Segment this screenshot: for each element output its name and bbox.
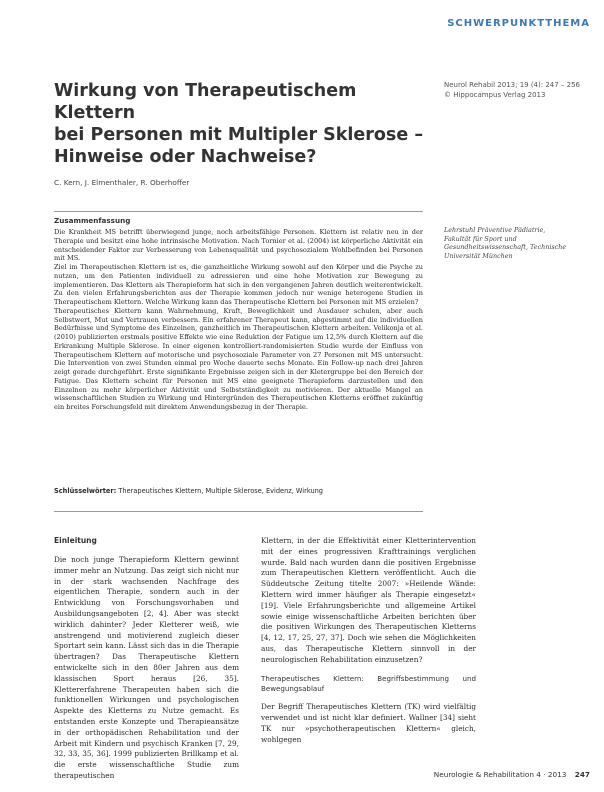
section-heading-einleitung: Einleitung bbox=[54, 536, 97, 545]
abstract-top-rule bbox=[54, 211, 423, 212]
author-affiliation bbox=[444, 226, 594, 260]
affiliation-line: Universität München bbox=[444, 251, 513, 260]
keywords-label: Schlüsselwörter: bbox=[54, 487, 117, 495]
section-tag: SCHWERPUNKTTHEMA bbox=[447, 18, 590, 29]
body-column-right bbox=[261, 536, 476, 745]
body-paragraph: Die noch junge Therapieform Klettern gewinnt immer mehr an Nutzung. Das zeigt sich nicht nur in der stark wachsenden Nachfrage des eigentlichen Therapie, sondern auch in der Entwicklung von Forschungsvorhaben und Ausbildungsangeboten [2, 4]. Aber was steckt wirklich dahinter? Jeder Kletterer weiß, wie anstrengend und motivierend zugleich dieser Sportart sein kann. Lässt sich das in die Therapie übertragen? Das Therapeutische Klettern entwickelte sich in den 80er Jahren aus dem klassischen Sport heraus [26, 35]. Klettererfahrene Therapeuten haben sich die funktionellen Wirkungen und psychologischen Aspekte des Kletterns zu Nutze gemacht. Es entstanden erste Konzepte und Therapieansätze in der orthopädischen Rehabilitation und der Arbeit mit Kindern und psychisch Kranken [7, 29, 32, 33, 35, 36]. 1999 publizierten Brillkamp et al. die erste wissenschaftliche Studie zum therapeutischen bbox=[54, 555, 239, 780]
body-paragraph: Klettern, in der die Effektivität einer Kletterintervention mit der eines progressiven Krafttrainings verglichen wurde. Bald nach wurden dann die positiven Ergebnisse zum Therapeutischen Klettern veröffentlicht. Auch die Süddeutsche Zeitung titelte 2007: »Heilende Wände: Klettern wird immer häufiger als Therapie eingesetzt« [19]. Viele Erfahrungsberichte und allgemeine Artikel sowie einige wissenschaftliche Arbeiten berichten über die positiven Wirkungen des Therapeutischen Kletterns [4, 12, 17, 25, 27, 37]. Doch wie sehen die Möglichkeiten aus, das Therapeutische Klettern sinnvoll in der neurologischen Rehabilitation einzusetzen? bbox=[261, 536, 476, 664]
affiliation-line: Lehrstuhl Präventive Pädiatrie, bbox=[444, 226, 546, 234]
body-column-left bbox=[54, 555, 239, 782]
keywords-text: Therapeutisches Klettern, Multiple Sklerose, Evidenz, Wirkung bbox=[118, 487, 323, 495]
abstract-paragraph: Therapeutisches Klettern kann Wahrnehmung, Kraft, Beweglichkeit und Ausdauer schulen, aber auch Selbstwert, Mut und Vertrauen verbessern. Ein erfahrener Therapeut kann, abgestimmt auf die individuellen Bedürfnisse und Symptome des Einzelnen, ganzheitlich im Therapeutischen Klettern arbeiten. Velikonja et al. (2010) publizierten erstmals positive Effekte wie eine Reduktion der Fatigue um 12,5% durch Klettern auf die Erkrankung Multiple Sklerose. In einer eigenen kontrolliert-randomisierten Studie wurde der Einfluss von Therapeutischem Klettern auf motorische und psychosoziale Parameter von 27 Personen mit MS untersucht. Die Intervention von zwei Stunden einmal pro Woche dauerte sechs Monate. Ein Follow-up nach drei Jahren zeigt gerade durchgeführt. Erste signifikante Ergebnisse zeigen sich in der Kletergruppe bei den Bereich der Fatigue. Das Klettern scheint für Personen mit MS eine geeignete Therapieform darzustellen und den Einzelnen zu mehr körperlicher Aktivität und Selbstständigkeit zu motivieren. Der aktuelle Mangel an wissenschaftlichen Studien zu Wirkung und Hintergründen des Therapeutischen Kletterns eröffnet zukünftig ein breites Forschungsfeld mit direktem Anwendungsbezug in der Therapie. bbox=[54, 306, 423, 411]
body-paragraph: Der Begriff Therapeutisches Klettern (TK) wird vielfältig verwendet und ist nicht klar definiert. Wallner [34] sieht TK nur »psychotherapeutischen Klettern« gleich, wohlgegen bbox=[261, 702, 476, 744]
author-list: C. Kern, J. Elmenthaler, R. Oberhoffer bbox=[54, 178, 190, 187]
citation-line: © Hippocampus Verlag 2013 bbox=[444, 91, 546, 99]
abstract-body bbox=[54, 228, 423, 412]
abstract-heading: Zusammenfassung bbox=[54, 216, 131, 225]
affiliation-line: Fakultät für Sport und bbox=[444, 234, 517, 243]
citation-line: Neurol Rehabil 2013; 19 (4): 247 – 256 bbox=[444, 81, 580, 89]
abstract-paragraph: Ziel im Therapeutischen Klettern ist es, die ganzheitliche Wirkung sowohl auf den Körper und die Psyche zu nutzen, um den Patienten individuell zu adressieren und eine hohe Motivation zur Bewegung zu implementieren. Das Klettern als Therapieform hat sich in den vergangenen Jahren deutlich weiterentwickelt. Zu den vielen Erfahrungsberichten aus der Therapie kommen jedoch nur wenige heterogene Studien in Therapeutischem Klettern. Welche Wirkung kann das Therapeutische Klettern bei Personen mit MS erzielen? bbox=[54, 263, 423, 306]
citation-info bbox=[444, 80, 604, 100]
title-line: Hinweise oder Nachweise? bbox=[54, 147, 317, 167]
page-number: 247 bbox=[574, 770, 590, 779]
page-footer bbox=[434, 770, 590, 779]
affiliation-line: Gesundheitswissenschaft, Technische bbox=[444, 243, 567, 252]
abstract-paragraph: Die Krankheit MS betrifft überwiegend junge, noch arbeitsfähige Personen. Klettern ist relativ neu in der Therapie und besitzt eine hohe intrinsische Motivation. Nach Tornier et al. (2004) ist körperliche Aktivität ein entscheidender Faktor zur Verbesserung von Lebensqualität und psychosozialem Wohlbefinden bei Personen mit MS. bbox=[54, 228, 423, 263]
article-title bbox=[54, 80, 424, 168]
subsection-heading: Therapeutisches Klettern: Begriffsbestimmung und Bewegungsablauf bbox=[261, 673, 476, 694]
title-line: bei Personen mit Multipler Sklerose – bbox=[54, 125, 424, 145]
abstract-bottom-rule bbox=[54, 511, 423, 512]
footer-journal: Neurologie & Rehabilitation 4 · 2013 bbox=[433, 770, 567, 779]
keywords bbox=[54, 487, 423, 496]
title-line: Wirkung von Therapeutischem Klettern bbox=[54, 81, 357, 123]
